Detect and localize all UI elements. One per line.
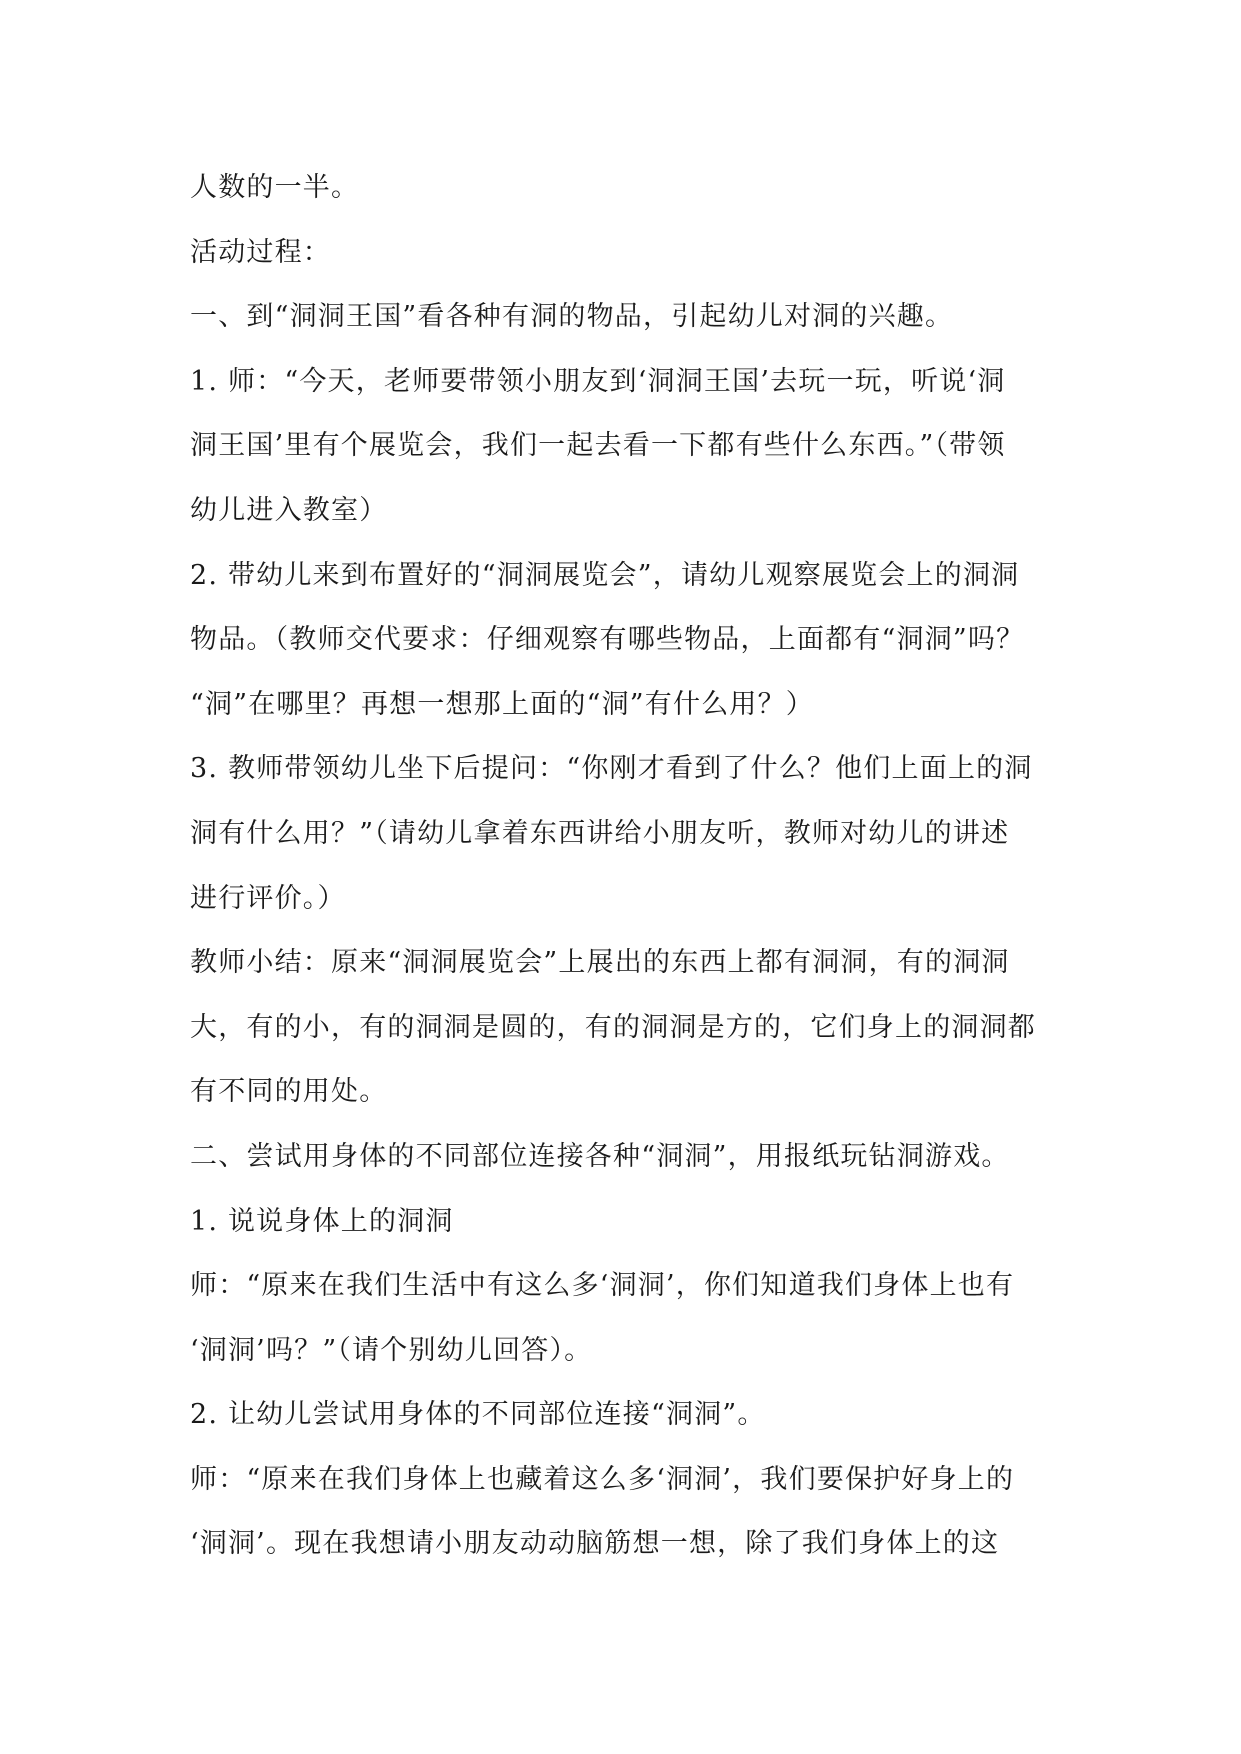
text-line: 师：“原来在我们身体上也藏着这么多‘洞洞’，我们要保护好身上的 (190, 1463, 1015, 1495)
text-line: 1. 说说身体上的洞洞 (190, 1205, 454, 1237)
text-line: ‘洞洞’吗？”（请个别幼儿回答）。 (190, 1334, 593, 1366)
step-heading: 二、尝试用身体的不同部位连接各种“洞洞”，用报纸玩钻洞游戏。 (190, 1140, 1010, 1172)
text-line: 进行评价。） (190, 882, 346, 914)
text-line: 洞有什么用？”（请幼儿拿着东西讲给小朋友听，教师对幼儿的讲述 (190, 817, 1010, 849)
text-line: 3. 教师带领幼儿坐下后提问：“你刚才看到了什么？他们上面上的洞 (190, 753, 1033, 785)
text-line: 物品。（教师交代要求：仔细观察有哪些物品，上面都有“洞洞”吗？ (190, 624, 1025, 656)
text-line: 教师小结：原来“洞洞展览会”上展出的东西上都有洞洞，有的洞洞 (190, 947, 1010, 979)
document-body (190, 156, 1060, 1577)
text-line: “洞”在哪里？再想一想那上面的“洞”有什么用？） (190, 688, 815, 720)
text-line: 人数的一半。 (190, 172, 360, 203)
text-line: 洞王国’里有个展览会，我们一起去看一下都有些什么东西。”（带领 (190, 430, 1006, 462)
text-line: 师：“原来在我们生活中有这么多‘洞洞’，你们知道我们身体上也有 (190, 1270, 1015, 1302)
section-heading: 活动过程： (190, 236, 331, 268)
text-line: 2. 带幼儿来到布置好的“洞洞展览会”，请幼儿观察展览会上的洞洞 (190, 559, 1020, 591)
step-heading: 一、到“洞洞王国”看各种有洞的物品，引起幼儿对洞的兴趣。 (190, 301, 954, 333)
text-line: 1. 师：“今天，老师要带领小朋友到‘洞洞王国’去玩一玩，听说‘洞 (190, 365, 1006, 397)
text-line: 幼儿进入教室） (190, 494, 388, 526)
text-line: 2. 让幼儿尝试用身体的不同部位连接“洞洞”。 (190, 1399, 766, 1431)
text-line: 有不同的用处。 (190, 1076, 388, 1108)
text-line: 大，有的小，有的洞洞是圆的，有的洞洞是方的，它们身上的洞洞都 (190, 1011, 1036, 1043)
text-line: ‘洞洞’。现在我想请小朋友动动脑筋想一想，除了我们身体上的这 (190, 1528, 1000, 1560)
